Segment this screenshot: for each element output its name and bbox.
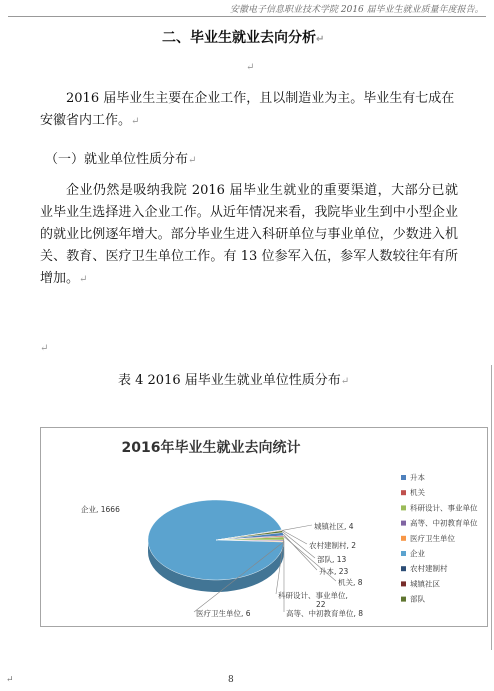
section-title [162, 27, 324, 47]
paragraph-2-text: 企业仍然是吸纳我院 2016 届毕业生就业的重要渠道，大部分已就业毕业生选择进入企业工作。从近年情况来看，我院毕业生到中小型企业的就业比例逐年增大。部分毕业生进入科研单位与事业单位，少数进入机关、教育、医疗卫生单位工作。有 13 位参军入伍，参军人数较往年有所增加。 [40, 183, 458, 286]
leader-line-7 [282, 525, 312, 530]
legend-label-8: 部队 [410, 594, 425, 604]
chart-container [40, 427, 488, 627]
subheading-text: （一）就业单位性质分布 [45, 152, 189, 167]
legend-label-4: 医疗卫生单位 [410, 533, 455, 543]
data-label-2-value: 22 [316, 600, 326, 609]
paragraph-mark-icon: ↵ [79, 274, 88, 285]
page-header: 安徽电子信息职业技术学院 2016 届毕业生就业质量年度报告。 [230, 5, 484, 15]
paragraph-mark-icon: ↵ [316, 34, 325, 45]
margin-line [491, 365, 492, 650]
page-number: 8 [228, 675, 234, 685]
data-label-2: 科研设计、事业单位, [278, 591, 348, 600]
data-label-6: 农村建制村, 2 [309, 541, 357, 550]
paragraph-1-text: 2016 届毕业生主要在企业工作，且以制造业为主。毕业生有七成在安徽省内工作。 [40, 91, 455, 128]
legend-swatch-4 [401, 536, 406, 541]
table-caption [118, 369, 349, 388]
paragraph-mark-icon: ↵ [246, 62, 255, 73]
data-label-3: 高等、中初教育单位, 8 [286, 609, 364, 618]
legend [401, 472, 478, 604]
section-title-text: 二、毕业生就业去向分析 [162, 30, 316, 46]
legend-label-3: 高等、中初教育单位 [410, 518, 478, 528]
data-label-7: 城镇社区, 4 [314, 522, 354, 531]
legend-swatch-8 [401, 597, 406, 602]
paragraph-mark-icon: ↵ [40, 343, 49, 354]
data-label-1: 机关, 8 [338, 578, 363, 587]
legend-label-6: 农村建制村 [410, 564, 448, 574]
legend-label-1: 机关 [410, 488, 425, 498]
subheading [45, 149, 196, 172]
data-label-5: 企业, 1666 [81, 505, 120, 514]
chart-title: 2016年毕业生就业去向统计 [121, 440, 301, 456]
legend-label-5: 企业 [410, 549, 425, 558]
legend-label-7: 城镇社区 [410, 579, 440, 589]
footer-mark: ↵ [6, 675, 14, 685]
data-label-4: 医疗卫生单位, 6 [196, 609, 251, 618]
table-caption-text: 表 4 2016 届毕业生就业单位性质分布 [118, 373, 341, 388]
paragraph-1 [40, 88, 460, 133]
pie-chart [41, 428, 487, 626]
legend-swatch-6 [401, 566, 406, 571]
paragraph-mark-icon: ↵ [340, 376, 350, 387]
legend-swatch-5 [401, 551, 406, 556]
legend-swatch-0 [401, 475, 406, 480]
leader-line-0 [283, 534, 317, 570]
paragraph-mark-icon: ↵ [131, 116, 140, 127]
paragraph-2 [40, 180, 458, 291]
header-divider [8, 16, 486, 17]
legend-swatch-2 [401, 505, 406, 510]
legend-swatch-3 [401, 521, 406, 526]
data-label-8: 部队, 13 [317, 555, 347, 564]
legend-swatch-7 [401, 581, 406, 586]
legend-label-0: 升本 [410, 473, 425, 482]
pie-slices-group [148, 500, 284, 580]
legend-label-2: 科研设计、事业单位 [410, 503, 478, 513]
legend-swatch-1 [401, 490, 406, 495]
data-label-0: 升本, 23 [319, 567, 349, 576]
paragraph-mark-icon: ↵ [188, 155, 197, 166]
